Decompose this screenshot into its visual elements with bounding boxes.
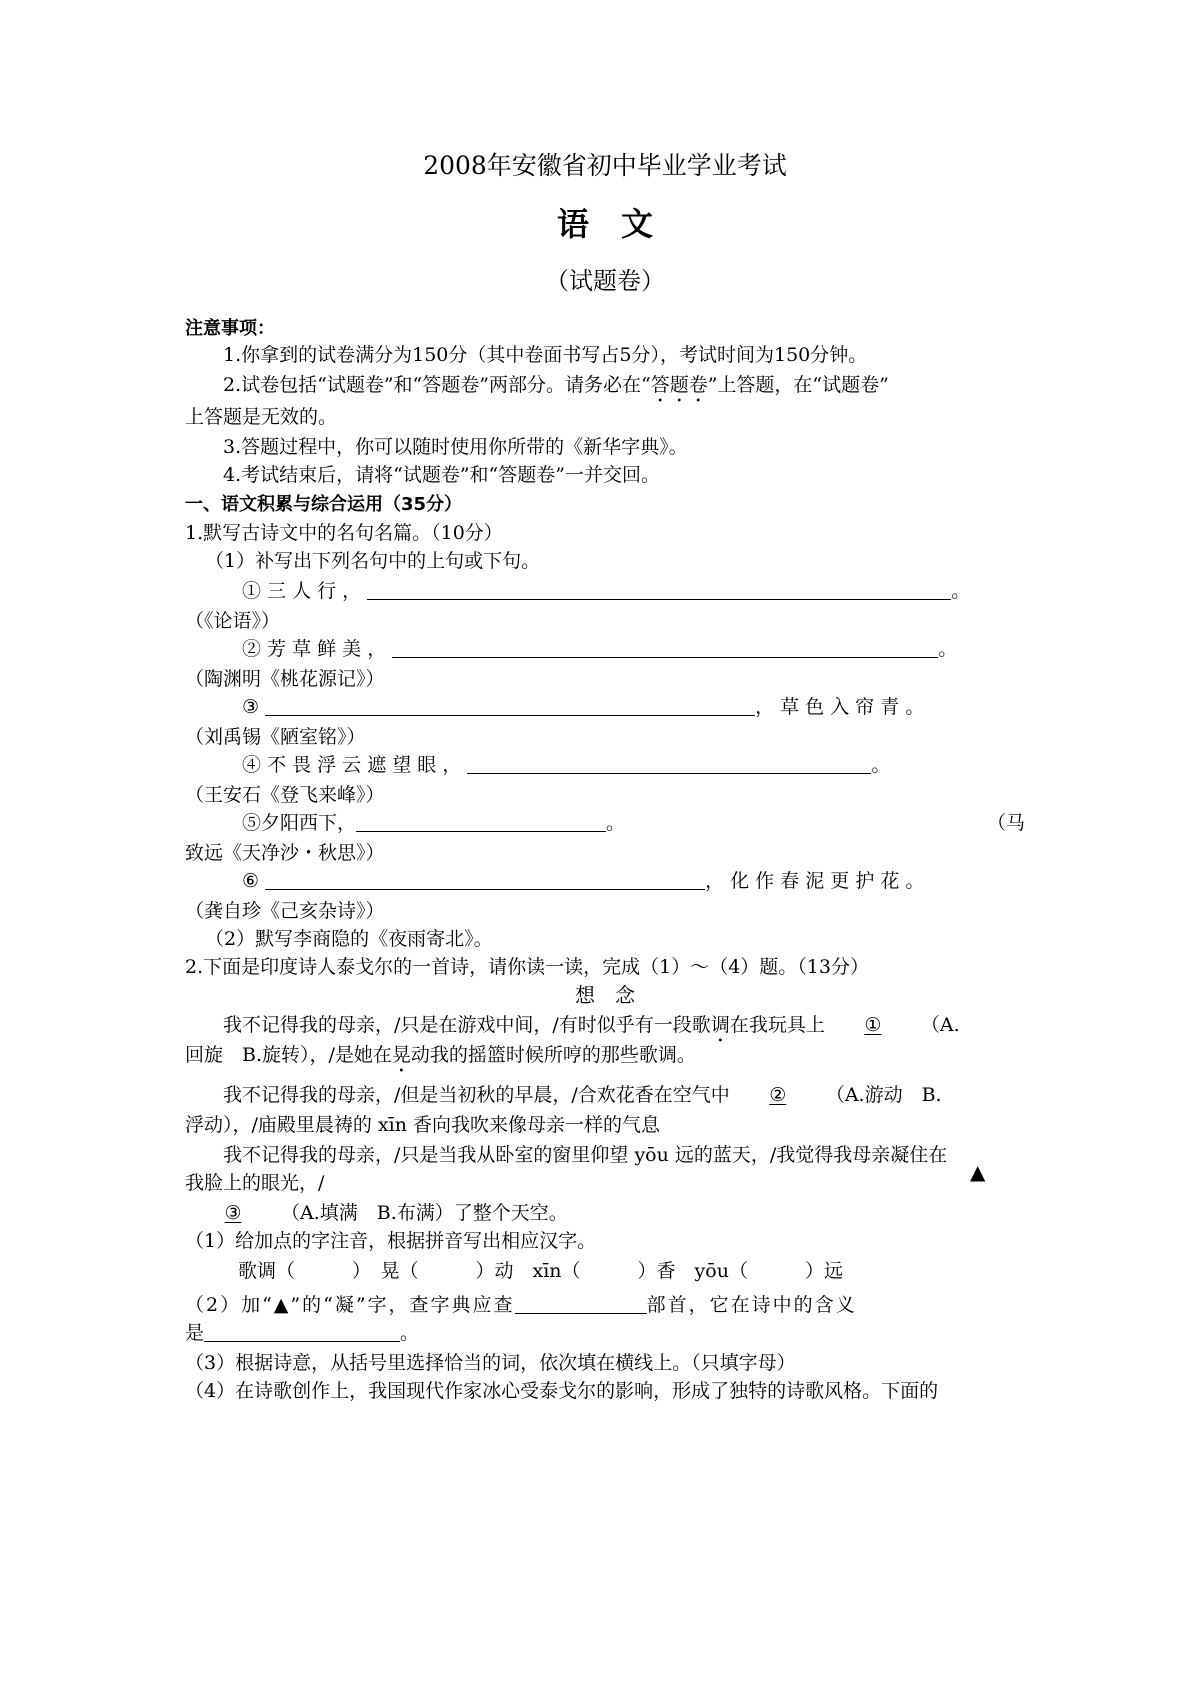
poem-stanza-2: 我不记得我的母亲，/但是当初秋的早晨，/合欢花香在空气中 ② （A.游动 B. bbox=[223, 1084, 942, 1106]
triangle-marker-icon: ▲ bbox=[970, 1160, 986, 1184]
poem-stanza-1: 我不记得我的母亲，/只是在游戏中间，/有时似乎有一段歌调在我玩具上 ① （A. bbox=[223, 1014, 960, 1036]
poem-stanza-3: 我不记得我的母亲，/只是当我从卧室的窗里仰望 yōu 远的蓝天，/我觉得我母亲凝住在 bbox=[223, 1144, 948, 1166]
poem-blank-2[interactable]: ② bbox=[769, 1084, 787, 1106]
poem-blank-3[interactable]: ③ bbox=[224, 1202, 242, 1224]
meaning-blank[interactable] bbox=[204, 1321, 400, 1342]
question-1-2: （2）默写李商隐的《夜雨寄北》。 bbox=[205, 928, 493, 950]
dotted-char-diao: 调 bbox=[710, 1014, 730, 1036]
answer-blank-3[interactable] bbox=[265, 695, 755, 716]
source-5-start: （马 bbox=[986, 812, 1025, 834]
poem-stanza-3-end: ③ （A.填满 B.布满）了整个天空。 bbox=[185, 1200, 1025, 1226]
notice-item-1: 1.你拿到的试卷满分为150分（其中卷面书写占5分），考试时间为150分钟。 bbox=[223, 344, 868, 366]
sub-question-2: （2）加“▲”的“凝”字，查字典应查 部首，它在诗中的含义 bbox=[185, 1294, 857, 1316]
notice-heading: 注意事项： bbox=[185, 318, 275, 339]
source-4: （王安石《登飞来峰》） bbox=[185, 784, 385, 806]
section-1-heading: 一、语文积累与综合运用（35分） bbox=[185, 494, 463, 515]
fill-line-6: ⑥ ， 化 作 春 泥 更 护 花 。 bbox=[242, 870, 925, 892]
notice-item-2: 2.试卷包括“试题卷”和“答题卷”两部分。请务必在“答题卷”上答题，在“试题卷” bbox=[223, 374, 889, 396]
question-1: 1.默写古诗文中的名句名篇。（10分） bbox=[185, 522, 503, 544]
fill-line-3: ③ ， 草 色 入 帘 青 。 bbox=[242, 696, 925, 718]
source-2: （陶渊明《桃花源记》） bbox=[185, 668, 385, 690]
answer-blank-6[interactable] bbox=[265, 869, 705, 890]
poem-title: 想 念 bbox=[575, 983, 635, 1007]
poem-stanza-2-cont: 浮动），/庙殿里晨祷的 xīn 香向我吹来像母亲一样的气息 bbox=[185, 1114, 661, 1136]
poem-stanza-1-cont: 回旋 B.旋转），/是她在晃动我的摇篮时候所哼的那些歌调。 bbox=[185, 1044, 696, 1066]
sub-question-1: （1）给加点的字注音，根据拼音写出相应汉字。 bbox=[185, 1230, 597, 1252]
notice-item-3: 3.答题过程中，你可以随时使用你所带的《新华字典》。 bbox=[223, 436, 688, 458]
subject-title: 语 文 bbox=[556, 205, 653, 243]
question-2: 2.下面是印度诗人泰戈尔的一首诗，请你读一读，完成（1）～（4）题。（13分） bbox=[185, 956, 869, 978]
sub-question-2-cont: 是 。 bbox=[185, 1322, 420, 1344]
answer-blank-1[interactable] bbox=[367, 579, 951, 600]
fill-line-1: ① 三 人 行 ， 。 bbox=[242, 580, 971, 602]
dotted-answer-sheet: 答题卷 bbox=[650, 374, 708, 396]
paper-type: （试题卷） bbox=[545, 267, 665, 295]
answer-blank-4[interactable] bbox=[467, 753, 871, 774]
question-1-1: （1）补写出下列名句中的上句或下句。 bbox=[205, 550, 541, 572]
exam-title: 2008年安徽省初中毕业学业考试 bbox=[423, 151, 787, 180]
source-5: 致远《天净沙・秋思》） bbox=[185, 842, 385, 864]
source-3: （刘禹锡《陋室铭》） bbox=[185, 726, 366, 748]
fill-line-5: ⑤夕阳西下， 。 bbox=[242, 812, 626, 834]
notice-item-4: 4.考试结束后，请将“试题卷”和“答题卷”一并交回。 bbox=[223, 464, 660, 486]
answer-blank-5[interactable] bbox=[356, 811, 606, 832]
answer-blank-2[interactable] bbox=[392, 637, 938, 658]
sub-question-3: （3）根据诗意，从括号里选择恰当的词，依次填在横线上。（只填字母） bbox=[185, 1352, 796, 1374]
sub-question-4: （4）在诗歌创作上，我国现代作家冰心受泰戈尔的影响，形成了独特的诗歌风格。下面的 bbox=[185, 1380, 939, 1402]
poem-stanza-3-cont: 我脸上的眼光，/ bbox=[185, 1172, 325, 1194]
notice-item-2-cont: 上答题是无效的。 bbox=[185, 406, 338, 428]
poem-blank-1[interactable]: ① bbox=[864, 1014, 882, 1036]
source-6: （龚自珍《己亥杂诗》） bbox=[185, 900, 385, 922]
source-1: （《论语》） bbox=[185, 610, 281, 632]
radical-blank[interactable] bbox=[515, 1293, 647, 1314]
dotted-char-huang: 晃 bbox=[391, 1044, 411, 1066]
fill-line-2: ② 芳 草 鲜 美 ， 。 bbox=[242, 638, 958, 660]
fill-line-4: ④ 不 畏 浮 云 遮 望 眼 ， 。 bbox=[242, 754, 891, 776]
sub-question-1-items: 歌调（ ） 晃（ ）动 xīn（ ）香 yōu（ ）远 bbox=[238, 1260, 843, 1282]
